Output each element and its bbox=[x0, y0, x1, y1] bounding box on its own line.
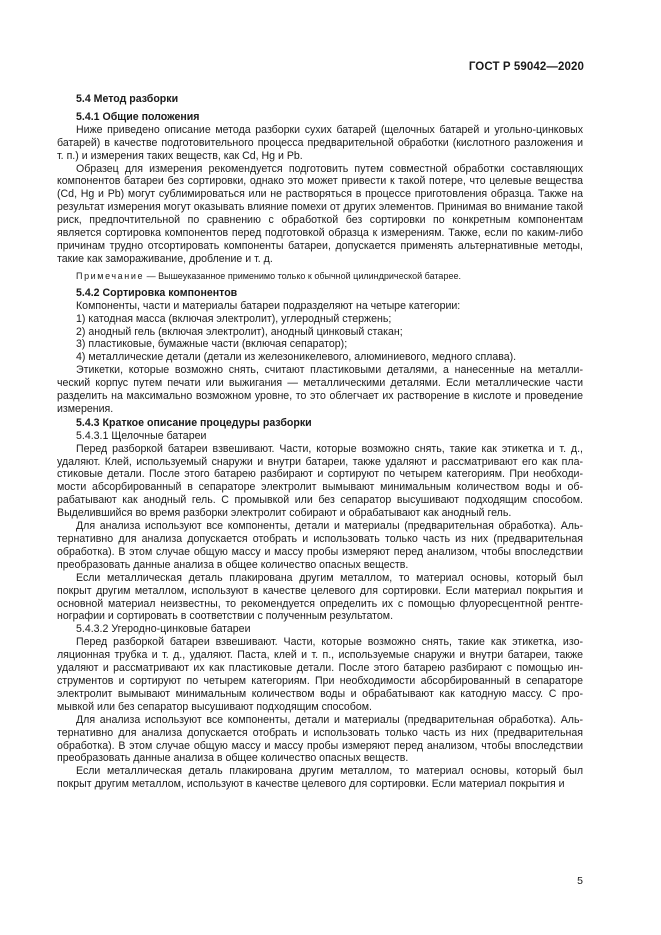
paragraph: Если металлическая деталь плакирована другим металлом, то материал основы, который был покрыт другим металлом, используют в качестве целевого для сортировки. Если материал покрытия и основной материал неизвестны, то рекомендуется определить их с помощью флуоресцентной рентгенографии и сортировать в соответствии с полученным результатом. bbox=[57, 571, 583, 623]
note-label: Примечание bbox=[76, 270, 145, 281]
paragraph: Этикетки, которые возможно снять, считают пластиковыми деталями, а нанесенные на металлический корпус путем печати или выжигания — металлическими деталями. Если металлические части разделить на максимально возможном уровне, то это облегчает их растворение в кислоте и проведение измерения. bbox=[57, 364, 583, 415]
paragraph: Для анализа используют все компоненты, детали и материалы (предварительная обработка). Альтернативно для анализа допускается отобрать и использовать только часть из них (предварительная обработка). В этом случае общую массу и массу пробы измеряют перед анализом, чтобы впоследствии преобразовать данные анализа в общее количество опасных веществ. bbox=[57, 520, 583, 571]
paragraph: Перед разборкой батареи взвешивают. Части, которые возможно снять, такие как этикетка, изоляционная трубка и т. д., удаляют. Паста, клей и т. п., используемые снаружи и внутри батареи, также удаляют и рассматривают их как пластиковые детали. После этого батарею разбирают с помощью инструментов и сортируют по четырем категориям. При необходимости абсорбированный в сепараторе электролит вымывают минимальным количеством воды и обрабатывают как катодную массу. С промывкой или без сепаратор высушивают подходящим способом. bbox=[57, 636, 583, 713]
paragraph: Образец для измерения рекомендуется подготовить путем совместной обработки составляющих компонентов батареи без сортировки, однако это может привести к такой потере, что целевые вещества (Cd, Hg и Pb) могут сублимироваться или не растворяться в процессе приготовления образца. Также на результат измерения могут оказывать влияние помехи от других элементов. Принимая во внимание такой риск, предпочтительной по сравнению с обработкой без сортировки по конкретным компонентам является сортировка компонентов перед подготовкой образца к измерениям. Также, если по каким-либо причинам трудно отсортировать компоненты батареи, допускается применять альтернативные методы, такие как замораживание, дробление и т. д. bbox=[57, 162, 583, 265]
list-item: 4) металлические детали (детали из железоникелевого, алюминиевого, медного сплава). bbox=[76, 351, 517, 364]
document-id-header: ГОСТ Р 59042—2020 bbox=[468, 61, 584, 73]
note-text: — Вышеуказанное применимо только к обычной цилиндрической батарее. bbox=[144, 270, 461, 281]
list-item: 3) пластиковые, бумажные части (включая сепаратор); bbox=[76, 338, 348, 351]
paragraph: Компоненты, части и материалы батареи подразделяют на четыре категории: bbox=[76, 299, 461, 312]
list-item: 1) катодная масса (включая электролит), углеродный стержень; bbox=[76, 312, 392, 325]
document-body bbox=[57, 92, 583, 791]
paragraph: Если металлическая деталь плакирована другим металлом, то материал основы, который был покрыт другим металлом, используют в качестве целевого для сортировки. Если материал покрытия и bbox=[57, 765, 583, 791]
paragraph: Для анализа используют все компоненты, детали и материалы (предварительная обработка). Альтернативно для анализа допускается отобрать и использовать только часть из них (предварительная обработка). В этом случае общую массу и массу пробы измеряют перед анализом, чтобы впоследствии преобразовать данные анализа в общее количество опасных веществ. bbox=[57, 713, 583, 765]
note bbox=[57, 270, 583, 282]
subsection-5-4-3-1-title: 5.4.3.1 Щелочные батареи bbox=[76, 429, 207, 442]
section-5-4-2-title: 5.4.2 Сортировка компонентов bbox=[76, 286, 238, 299]
paragraph: Перед разборкой батареи взвешивают. Части, которые возможно снять, такие как этикетка и т. д., удаляют. Клей, используемый снаружи и внутри батареи, также удаляют и рассматривают его как пластиковые детали. После этого батарею разбирают и сортируют по четырем категориям. При необходимости абсорбированный в сепараторе электролит вымывают минимальным количеством воды и обрабатывают как анодный гель. С промывкой или без сепаратор высушивают подходящим способом. Выделившийся во время разборки электролит собирают и обрабатывают как анодный гель. bbox=[57, 442, 583, 520]
subsection-5-4-3-2-title: 5.4.3.2 Угеродно-цинковые батареи bbox=[76, 623, 251, 636]
section-5-4-1-title: 5.4.1 Общие положения bbox=[76, 110, 200, 123]
section-5-4-3-title: 5.4.3 Краткое описание процедуры разборки bbox=[76, 416, 312, 429]
section-5-4-title: 5.4 Метод разборки bbox=[76, 93, 179, 105]
page-number: 5 bbox=[577, 875, 583, 887]
list-item: 2) анодный гель (включая электролит), анодный цинковый стакан; bbox=[76, 325, 403, 338]
paragraph: Ниже приведено описание метода разборки сухих батарей (щелочных батарей и угольно-цинковых батарей) в качестве подготовительного процесса предварительной обработки (кислотного разложения и т. п.) и измерения таких веществ, как Cd, Hg и Pb. bbox=[57, 123, 583, 162]
